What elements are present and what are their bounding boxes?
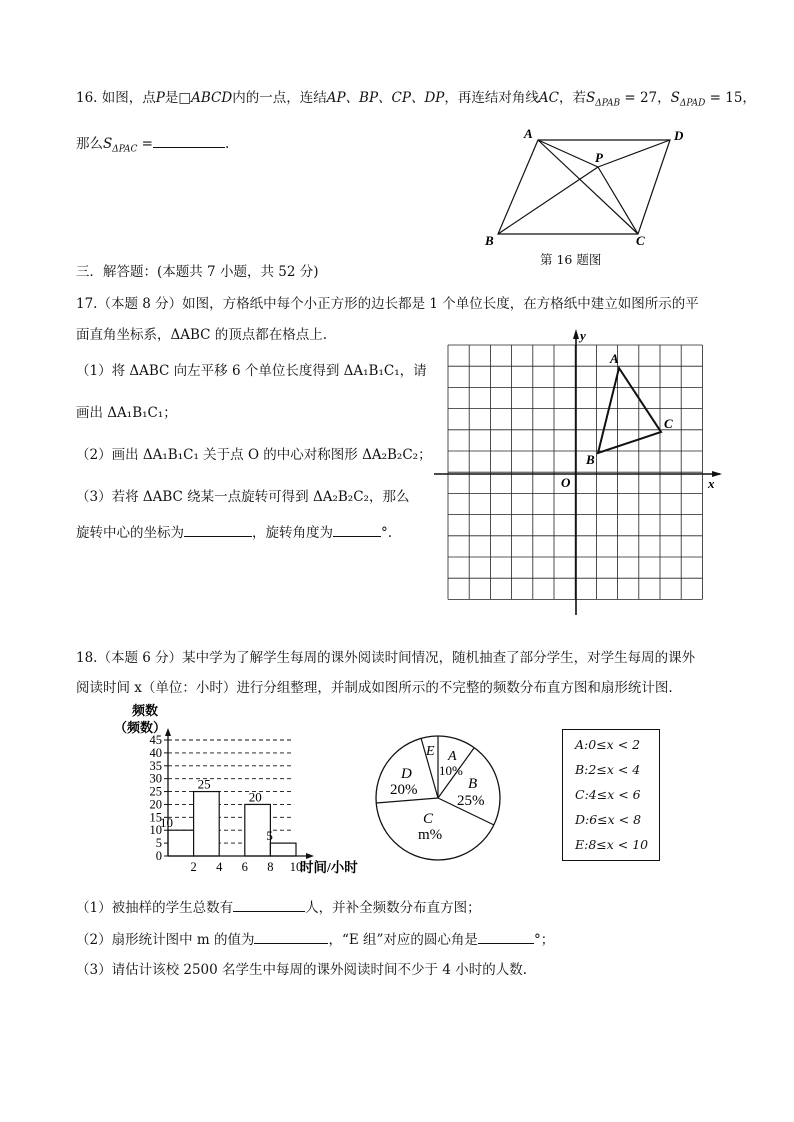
section3-title: 三．解答题：(本题共 7 小题，共 52 分) xyxy=(76,264,319,280)
histogram-gridlines xyxy=(168,740,292,843)
label-c: C xyxy=(636,233,645,248)
grid-label-a: A xyxy=(610,351,619,366)
pie-label-c: C xyxy=(423,811,434,827)
grid-label-c: C xyxy=(664,416,673,431)
histogram-x-arrow xyxy=(306,853,314,859)
q18-part1: （1）被抽样的学生总数有 人，并补全频数分布直方图； xyxy=(76,900,481,916)
e-angle-blank[interactable] xyxy=(478,931,534,944)
histogram-y-ticks xyxy=(150,733,169,863)
rotation-center-blank[interactable] xyxy=(184,524,252,537)
legend-a: A:0≤x < 2 xyxy=(575,737,641,752)
histogram-y-tick-label: 0 xyxy=(155,849,162,863)
histogram-bar xyxy=(168,830,194,856)
q18-line2: 阅读时间 x（单位：小时）进行分组整理，并制成如图所示的不完整的频数分布直方图和扇形统计图. xyxy=(76,680,673,696)
q17-part3a: （3）若将 ΔABC 绕某一点旋转可得到 ΔA₂B₂C₂，那么 xyxy=(76,489,410,505)
q18-part2: （2）扇形统计图中 m 的值为 ，“E 组”对应的圆心角是 °； xyxy=(76,932,555,948)
group-legend xyxy=(562,729,660,861)
histogram-y-tick-label: 45 xyxy=(149,733,162,747)
m-value-blank[interactable] xyxy=(254,931,328,944)
histogram-value-label: 10 xyxy=(160,815,173,831)
legend-d: D:6≤x < 8 xyxy=(575,812,642,827)
rotation-angle-blank[interactable] xyxy=(333,524,381,537)
q17-line1: 17.（本题 8 分）如图，方格纸中每个小正方形的边长都是 1 个单位长度，在方格纸中建立如图所示的平 xyxy=(76,296,699,312)
histogram-x-tick-label: 4 xyxy=(216,860,223,874)
histogram-y-tick-label: 10 xyxy=(149,823,162,838)
histogram-x-ticks xyxy=(190,860,302,874)
q17-part1a: （1）将 ΔABC 向左平移 6 个单位长度得到 ΔA₁B₁C₁，请 xyxy=(76,363,427,379)
histogram-y-tick-label: 15 xyxy=(149,810,162,825)
y-axis-arrow xyxy=(573,329,579,339)
legend-b: B:2≤x < 4 xyxy=(575,762,641,777)
histogram-ylabel-2: （频数） xyxy=(114,720,167,735)
histogram-y-tick-label: 20 xyxy=(149,797,162,812)
pie-label-a: A xyxy=(448,749,457,764)
histogram-x-tick-label: 6 xyxy=(241,860,248,874)
histogram-value-label: 5 xyxy=(266,828,273,844)
pie-pct-c: m% xyxy=(418,827,443,843)
q16-figure-caption: 第 16 题图 xyxy=(540,252,602,267)
q16-answer-blank[interactable] xyxy=(153,135,225,148)
grid-label-y: y xyxy=(580,328,586,343)
histogram-x-tick-label: 8 xyxy=(267,860,274,874)
legend-e: E:8≤x < 10 xyxy=(575,837,649,852)
histogram-x-tick-label: 2 xyxy=(190,860,197,874)
label-p: P xyxy=(595,150,603,165)
q17-line2: 面直角坐标系，ΔABC 的顶点都在格点上. xyxy=(76,327,328,343)
pie-divider-c-d xyxy=(376,798,438,803)
q16-parallelogram-figure xyxy=(470,120,700,270)
q17-part2: （2）画出 ΔA₁B₁C₁ 关于点 O 的中心对称图形 ΔA₂B₂C₂； xyxy=(76,447,432,463)
histogram-y-tick-label: 40 xyxy=(149,745,162,760)
pie-label-b: B xyxy=(468,776,478,792)
pie-label-e: E xyxy=(426,744,435,759)
pie-pct-b: 25% xyxy=(457,793,485,809)
grid-label-b: B xyxy=(586,452,595,467)
histogram-chart xyxy=(110,700,370,885)
histogram-y-tick-label: 25 xyxy=(149,784,162,799)
pie-chart xyxy=(368,728,508,868)
histogram-y-tick-label: 5 xyxy=(155,836,162,851)
histogram-y-tick-label: 35 xyxy=(149,758,162,773)
histogram-x-tick-label: 10 xyxy=(289,860,303,874)
total-students-blank[interactable] xyxy=(233,899,305,912)
q18-line1: 18.（本题 6 分）某中学为了解学生每周的课外阅读时间情况，随机抽查了部分学生，对学生每周的课外 xyxy=(76,650,696,666)
histogram-bars xyxy=(168,792,296,856)
segment-ap xyxy=(538,140,598,167)
segment-cp xyxy=(598,167,638,234)
histogram-bar xyxy=(270,843,296,856)
legend-c: C:4≤x < 6 xyxy=(575,787,641,802)
histogram-y-tick-label: 30 xyxy=(149,771,162,786)
pie-pct-a: 10% xyxy=(439,763,463,778)
label-b: B xyxy=(485,233,494,248)
grid-label-x: x xyxy=(708,476,715,491)
q17-part1b: 画出 ΔA₁B₁C₁； xyxy=(76,405,177,421)
q18-part3: （3）请估计该校 2500 名学生中每周的课外阅读时间不少于 4 小时的人数. xyxy=(76,962,527,978)
histogram-ylabel-1: 频数 xyxy=(132,703,159,718)
histogram-value-label: 20 xyxy=(248,789,262,805)
pie-label-d: D xyxy=(401,766,412,782)
parallelogram-abcd xyxy=(498,140,670,234)
grid-label-o: O xyxy=(561,475,571,490)
label-d: D xyxy=(674,128,684,143)
segment-dp xyxy=(598,140,670,167)
histogram-value-label: 25 xyxy=(197,776,211,792)
diagonal-ac xyxy=(538,140,638,234)
histogram-xlabel: 时间/小时 xyxy=(300,860,358,875)
label-a: A xyxy=(524,126,533,141)
q16-line2: 那么$S_{\Delta PAC}$ = . xyxy=(76,136,230,155)
segment-bp xyxy=(498,167,598,234)
q17-part3b: 旋转中心的坐标为 ，旋转角度为 °. xyxy=(76,525,393,541)
pie-pct-d: 20% xyxy=(390,782,418,798)
triangle-abc xyxy=(598,368,661,453)
q16-line1: 16. 如图，点P是□ABCD内的一点，连结AP、BP、CP、DP，再连结对角线AC，若$S_{\Delta PAB} = 27$，$S_{\Delta PAD} = 15$， xyxy=(76,90,756,109)
histogram-bar xyxy=(194,792,220,856)
q17-coordinate-grid xyxy=(430,325,730,620)
